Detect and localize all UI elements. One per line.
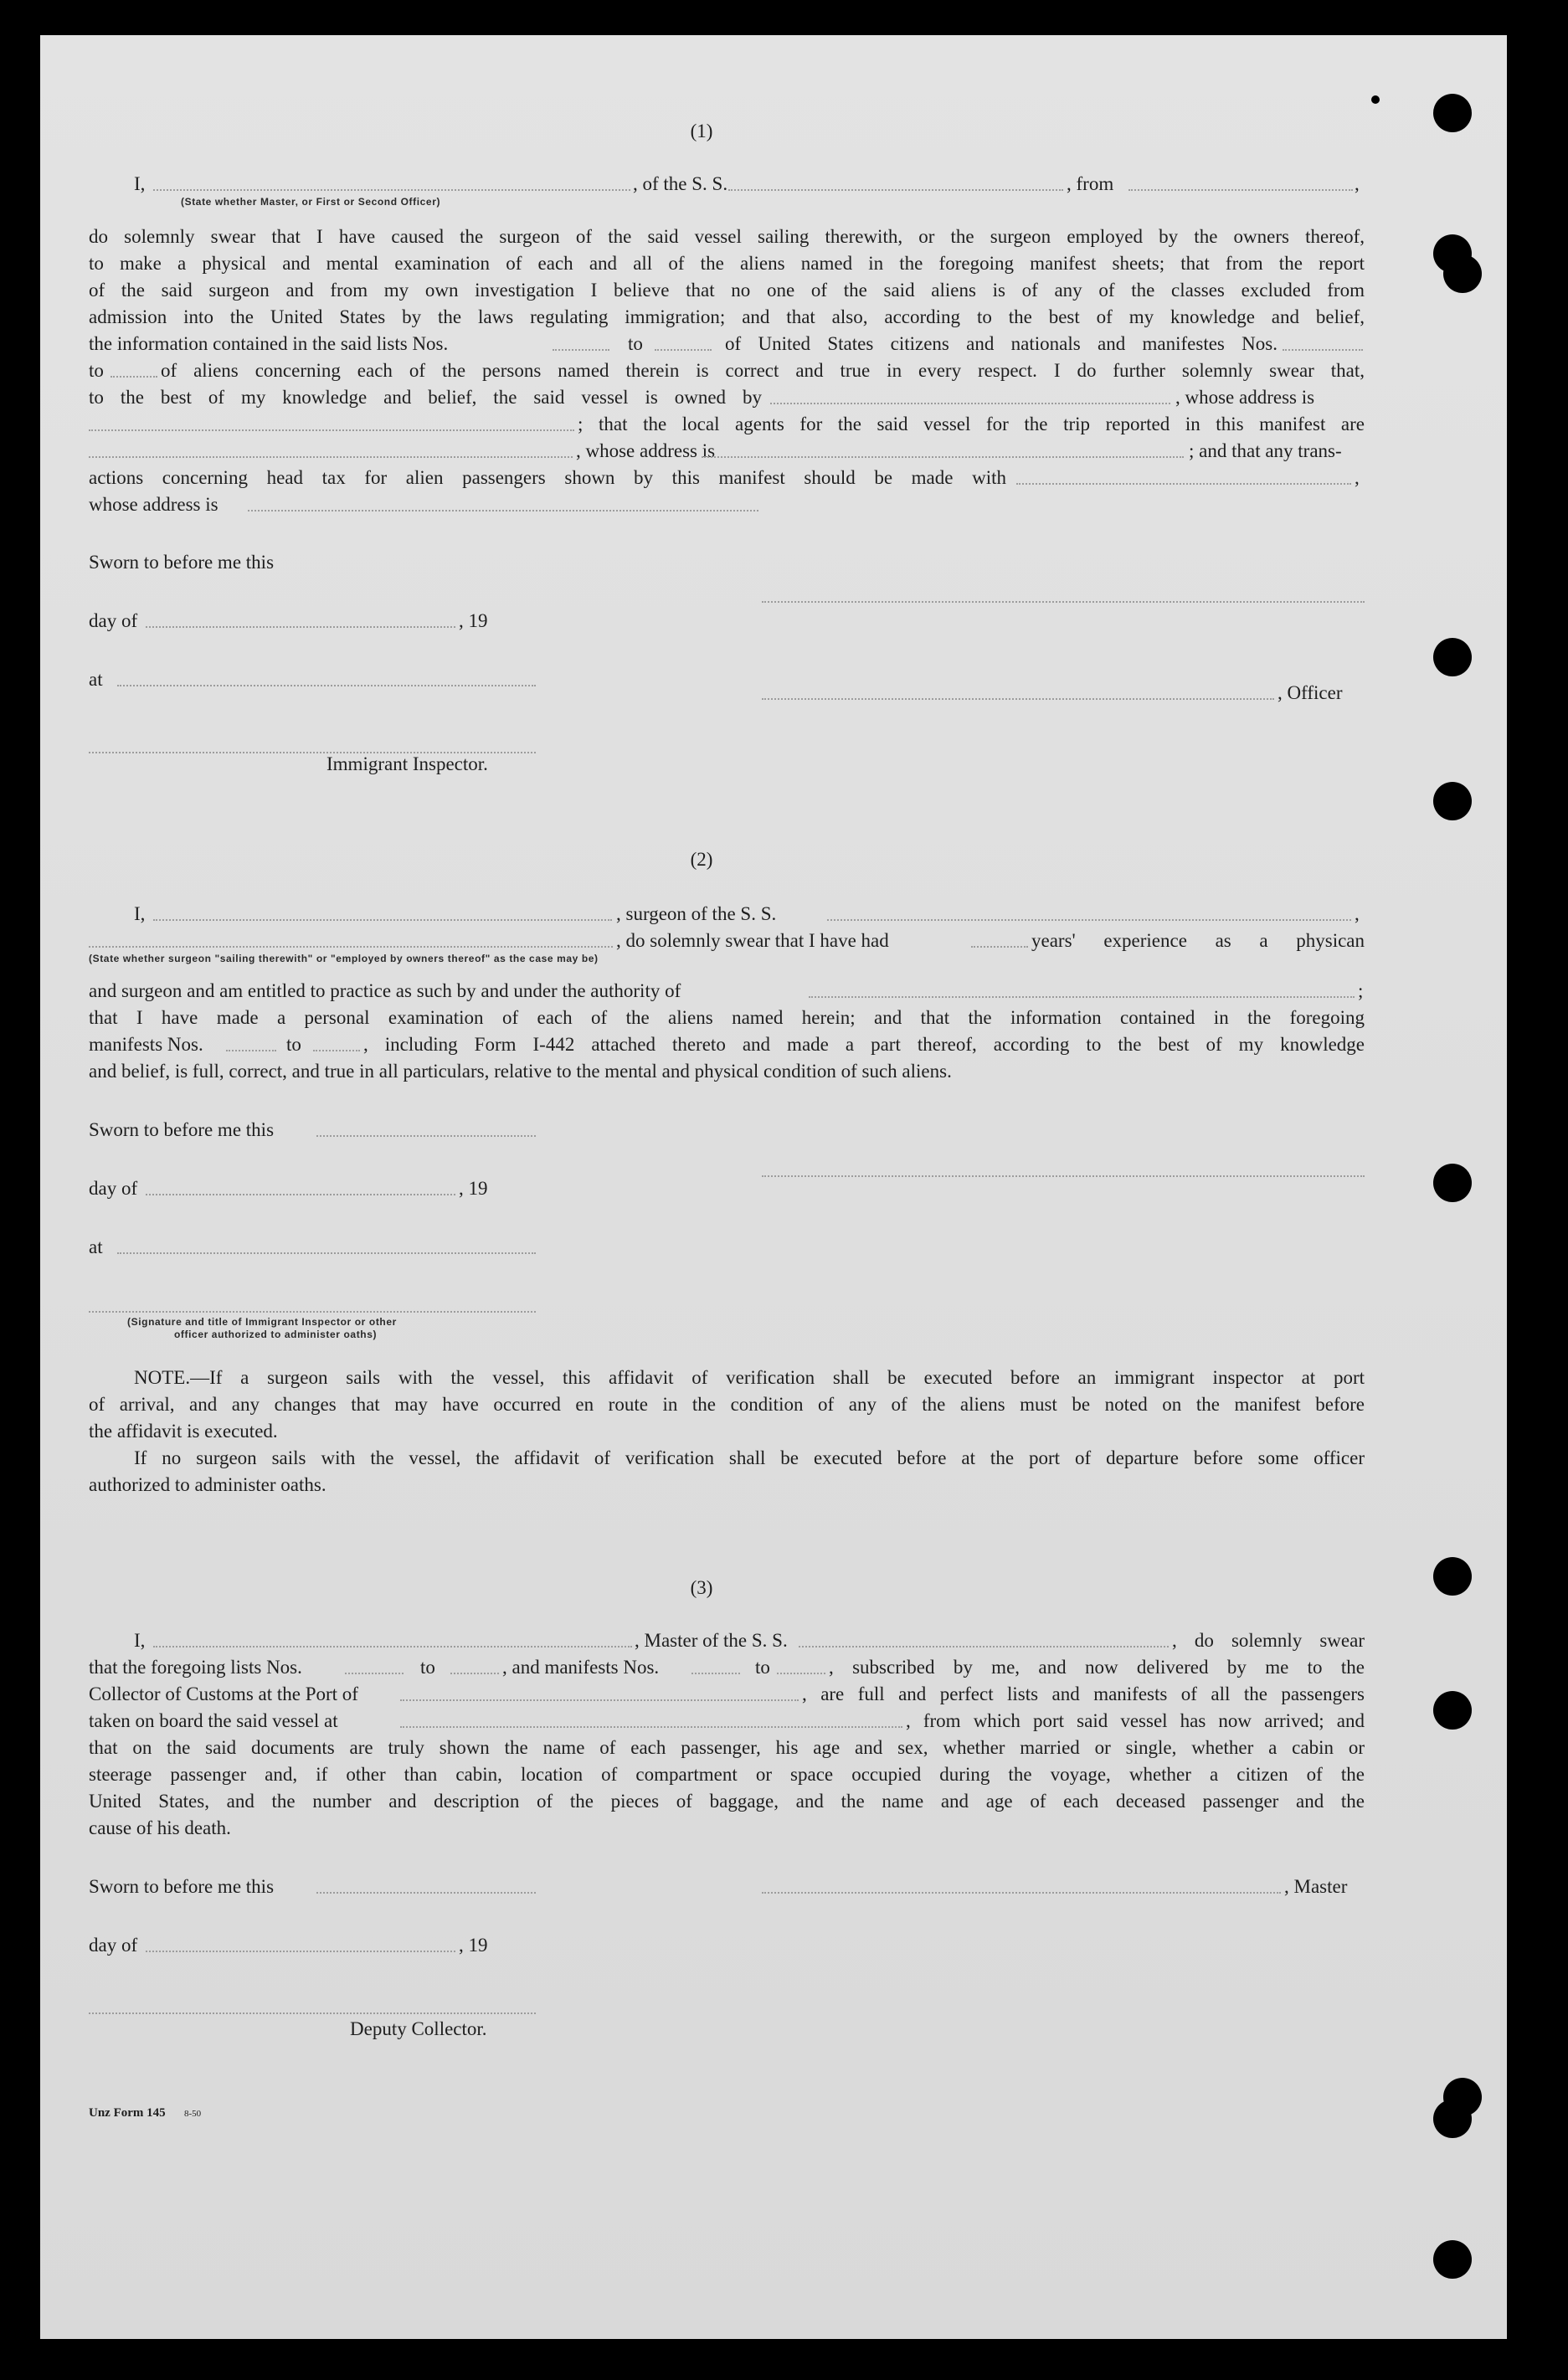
s3-text-line-7: United States, and the number and description of the pieces of baggage, and the name and age of each deceased passenger and the [89, 1791, 1365, 1812]
s3-lists-to-field[interactable] [450, 1673, 499, 1674]
s1-text-line-6: of aliens concerning each of the persons named therein is correct and true in every respect. I do further solemnly swear that, [161, 360, 1365, 381]
s3-full-lists-label: , are full and perfect lists and manifests of all the passengers [802, 1683, 1365, 1704]
s1-text-line-3: of the said surgeon and from my own investigation I believe that no one of the said aliens is of any of the classes excluded from [89, 280, 1365, 301]
s1-agents-field[interactable] [89, 456, 573, 458]
s3-dayof-label: day of [89, 1935, 138, 1956]
binder-hole [1433, 94, 1472, 132]
s1-day-field[interactable] [146, 626, 455, 628]
s2-vessel-field[interactable] [827, 919, 1351, 921]
s3-manifests-to-label: to [755, 1657, 770, 1678]
s3-lists-from-field[interactable] [345, 1673, 404, 1674]
s3-deputy-label: Deputy Collector. [350, 2018, 487, 2039]
s1-from-label: , from [1067, 173, 1114, 194]
s1-lists-to-label: to [628, 333, 643, 354]
s2-at-label: at [89, 1236, 103, 1257]
s1-agents-address-field[interactable] [702, 456, 1184, 458]
s2-signature-field[interactable] [762, 1175, 1365, 1177]
s2-authority-end: ; [1358, 980, 1364, 1001]
s2-surgeon-note: (State whether surgeon "sailing therewith" or "employed by owners thereof" as the case may be) [89, 953, 599, 964]
s2-text-line-2: that I have made a personal examination of each of the aliens named herein; and that the information contained in the foregoing [89, 1007, 1365, 1028]
s3-manifests-from-field[interactable] [691, 1673, 740, 1674]
s1-inspector-label: Immigrant Inspector. [326, 753, 488, 774]
s3-sworn-field[interactable] [316, 1892, 536, 1894]
s3-sworn-label: Sworn to before me this [89, 1876, 275, 1897]
s1-manifests-to-label: to [89, 360, 104, 381]
s2-i-label: I, [134, 903, 146, 924]
binder-hole [1443, 2078, 1482, 2116]
s1-head-tax-field[interactable] [1016, 483, 1351, 485]
s3-year-label: , 19 [459, 1935, 488, 1956]
s3-deputy-line[interactable] [89, 2012, 536, 2014]
s1-year-label: , 19 [459, 610, 488, 631]
s3-arrived-label: , from which port said vessel has now arrived; and [906, 1710, 1365, 1731]
s3-departure-port-field[interactable] [400, 1726, 902, 1728]
section-1-number: (1) [690, 121, 713, 141]
s2-sworn-field[interactable] [316, 1135, 536, 1137]
s3-text-line-8: cause of his death. [89, 1817, 231, 1838]
s1-officer-name-field[interactable] [153, 189, 630, 191]
s1-lists-to-field[interactable] [655, 349, 712, 351]
binder-hole [1433, 2240, 1472, 2279]
s2-text-line-4: and belief, is full, correct, and true in all particulars, relative to the mental and physical condition of such aliens. [89, 1061, 952, 1082]
s2-surgeon-type-field[interactable] [89, 946, 613, 948]
s1-officer-signature-field[interactable] [762, 698, 1274, 700]
s2-manifests-label: manifests Nos. [89, 1034, 203, 1055]
s2-sworn-label: Sworn to before me this [89, 1119, 275, 1140]
s1-dayof-label: day of [89, 610, 138, 631]
s2-sig-caption-1: (Signature and title of Immigrant Inspector or other [127, 1316, 397, 1328]
footer-form-code: 8-50 [184, 2109, 202, 2119]
s2-authority-field[interactable] [809, 996, 1355, 998]
s1-of-ss-label: , of the S. S. [633, 173, 728, 194]
s1-officer-label: , Officer [1278, 682, 1343, 703]
section-3-number: (3) [690, 1577, 713, 1598]
s1-officer-note: (State whether Master, or First or Second Officer) [181, 196, 441, 208]
s2-years-field[interactable] [971, 946, 1028, 948]
s2-manifests-to-label: to [286, 1034, 301, 1055]
s3-day-field[interactable] [146, 1951, 455, 1952]
s3-port-field[interactable] [400, 1699, 799, 1701]
s3-collector-label: Collector of Customs at the Port of [89, 1683, 358, 1704]
s1-sworn-label: Sworn to before me this [89, 552, 275, 573]
s2-year-label: , 19 [459, 1178, 488, 1199]
s1-head-tax-label: actions concerning head tax for alien passengers shown by this manifest should be made with [89, 467, 1006, 488]
section-2-number: (2) [690, 849, 713, 870]
s1-line1-end: , [1355, 173, 1360, 194]
s3-lists-label: that the foregoing lists Nos. [89, 1657, 302, 1678]
punch-speck [1371, 95, 1380, 104]
s2-day-field[interactable] [146, 1194, 455, 1195]
s2-surgeon-label: , surgeon of the S. S. [616, 903, 777, 924]
footer-form-number: Unz Form 145 [89, 2106, 166, 2120]
s1-from-port-field[interactable] [1128, 189, 1353, 191]
binder-hole [1433, 638, 1472, 676]
binder-hole [1433, 1164, 1472, 1202]
s1-owner-address-field[interactable] [89, 429, 574, 431]
s1-manifests-to-field[interactable] [111, 376, 157, 378]
s2-note-line-3: the affidavit is executed. [89, 1421, 278, 1442]
s1-vessel-field[interactable] [728, 189, 1063, 191]
s3-vessel-field[interactable] [799, 1646, 1169, 1647]
binder-hole [1433, 782, 1472, 820]
s3-i-label: I, [134, 1630, 146, 1651]
s2-note-line-4: If no surgeon sails with the vessel, the affidavit of verification shall be executed before at the port of departure before some officer [134, 1447, 1365, 1468]
s3-text-line-5: that on the said documents are truly shown the name of each passenger, his age and sex, whether married or single, whether a cabin or [89, 1737, 1365, 1758]
s3-delivered-label: , subscribed by me, and now delivered by me to the [829, 1657, 1365, 1678]
s1-line10-end: , [1355, 467, 1360, 488]
s2-form-label: , including Form I-442 attached thereto and made a part thereof, according to the best of my knowledge [363, 1034, 1365, 1055]
s2-line1-end: , [1355, 903, 1360, 924]
s2-note-line-2: of arrival, and any changes that may have occurred en route in the condition of any of the aliens must be noted on the manifest before [89, 1394, 1365, 1415]
s2-manifests-from-field[interactable] [226, 1050, 276, 1051]
s1-text-line-4: admission into the United States by the laws regulating immigration; and that also, according to the best of my knowledge and belief, [89, 306, 1365, 327]
s1-agents-address-label: , whose address is [576, 440, 716, 461]
s2-surgeon-name-field[interactable] [153, 919, 612, 921]
binder-hole [1443, 254, 1482, 293]
s1-lists-from-field[interactable] [553, 349, 609, 351]
s1-citizens-label: of United States citizens and nationals and manifestes Nos. [725, 333, 1278, 354]
s3-lists-to-label: to [420, 1657, 435, 1678]
s1-owner-address-label: , whose address is [1175, 387, 1315, 408]
s2-experience-label: years' experience as a physican [1031, 930, 1365, 951]
s2-inspector-signature-field[interactable] [89, 1311, 536, 1313]
s3-master-label: , Master of the S. S. [635, 1630, 788, 1651]
s1-final-address-label: whose address is [89, 494, 218, 515]
s3-taken-label: taken on board the said vessel at [89, 1710, 338, 1731]
s1-text-line-1: do solemnly swear that I have caused the surgeon of the said vessel sailing therewith, or the surgeon employed by the owners thereof, [89, 226, 1365, 247]
s1-text-line-2: to make a physical and mental examination of each and all of the aliens named in the foregoing manifest sheets; that from the report [89, 253, 1365, 274]
s1-i-label: I, [134, 173, 146, 194]
s2-authority-label: and surgeon and am entitled to practice as such by and under the authority of [89, 980, 681, 1001]
s2-sig-caption-2: officer authorized to administer oaths) [174, 1329, 378, 1340]
s1-transactions-label: ; and that any trans- [1189, 440, 1342, 461]
s3-master-signature-field[interactable] [762, 1892, 1281, 1894]
s1-signature-field[interactable] [762, 601, 1365, 603]
s3-master-sign-label: , Master [1284, 1876, 1348, 1897]
s3-text-line-6: steerage passenger and, if other than cabin, location of compartment or space occupied during the voyage, whether a citizen of the [89, 1764, 1365, 1785]
manifest-affidavit-page [40, 35, 1507, 2339]
binder-hole [1433, 1557, 1472, 1596]
s2-swear-label: , do solemnly swear that I have had [616, 930, 889, 951]
s2-manifests-to-field[interactable] [313, 1050, 360, 1051]
s2-note-line-5: authorized to administer oaths. [89, 1474, 326, 1495]
s2-dayof-label: day of [89, 1178, 138, 1199]
s1-agents-label: ; that the local agents for the said vessel for the trip reported in this manifest are [578, 414, 1365, 434]
s1-owned-label: to the best of my knowledge and belief, the said vessel is owned by [89, 387, 762, 408]
s3-manifests-label: , and manifests Nos. [502, 1657, 660, 1678]
s1-final-address-field[interactable] [248, 510, 758, 511]
s1-at-label: at [89, 669, 103, 690]
s1-lists-label: the information contained in the said lists Nos. [89, 333, 449, 354]
s2-note-line-1: NOTE.—If a surgeon sails with the vessel, this affidavit of verification shall be executed before an immigrant inspector at port [134, 1367, 1365, 1388]
s1-manifests-from-field[interactable] [1283, 349, 1363, 351]
s3-manifests-to-field[interactable] [777, 1673, 825, 1674]
s1-at-field[interactable] [117, 685, 536, 686]
s2-at-field[interactable] [117, 1252, 536, 1254]
s1-owner-field[interactable] [770, 403, 1170, 404]
binder-hole [1433, 1691, 1472, 1730]
s3-swear-label: , do solemnly swear [1172, 1630, 1365, 1651]
s3-master-name-field[interactable] [153, 1646, 632, 1647]
